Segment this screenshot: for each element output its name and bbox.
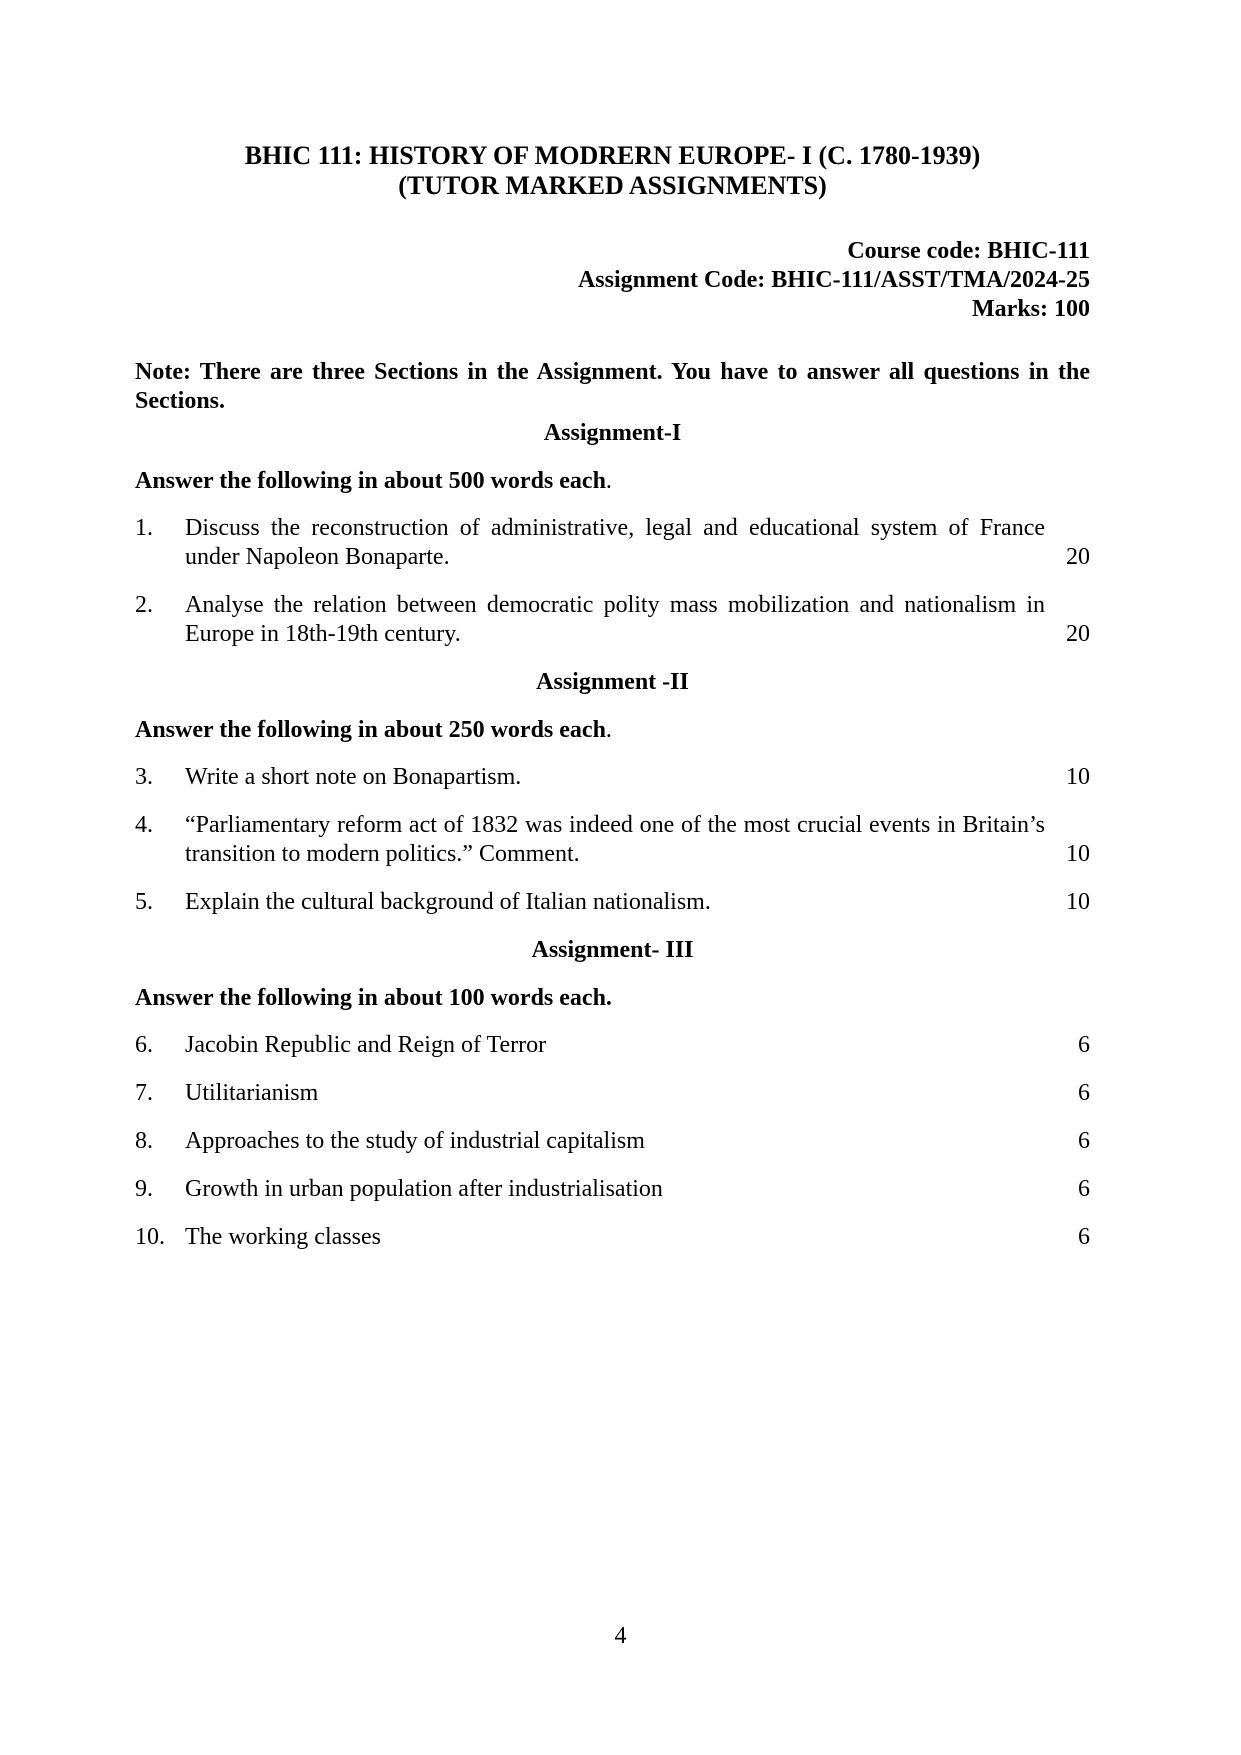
section-heading-3: Assignment- III (531, 937, 694, 963)
question-marks: 10 (1066, 841, 1090, 867)
question-text: Utilitarianism (185, 1080, 319, 1106)
question-number: 1. (135, 515, 153, 541)
question-marks: 6 (1078, 1224, 1090, 1250)
question-row-4 (135, 811, 1090, 869)
question-number: 2. (135, 592, 153, 618)
question-text: Explain the cultural background of Italian nationalism. (185, 889, 711, 915)
question-number: 5. (135, 889, 153, 915)
question-number: 4. (135, 812, 153, 838)
assignment-code: Assignment Code: BHIC-111/ASST/TMA/2024-25 (577, 267, 1090, 293)
instruction-suffix-2: . (605, 717, 612, 743)
note-text: Note: There are three Sections in the Assignment. You have to answer all questions in the Sections. (135, 359, 1090, 414)
question-text: Growth in urban population after industrialisation (185, 1176, 663, 1202)
instruction-text-3: Answer the following in about 100 words each. (135, 985, 612, 1011)
question-number: 8. (135, 1128, 153, 1154)
question-number: 6. (135, 1032, 153, 1058)
page-number: 4 (614, 1623, 627, 1649)
course-meta-block (135, 237, 1090, 324)
question-row-10 (135, 1223, 1090, 1252)
question-text: The working classes (185, 1224, 381, 1250)
question-number: 7. (135, 1080, 153, 1106)
question-marks: 6 (1078, 1032, 1090, 1058)
instruction-suffix-1: . (605, 468, 612, 494)
question-row-3 (135, 763, 1090, 792)
section-instruction-1 (135, 467, 1090, 496)
question-number: 9. (135, 1176, 153, 1202)
document-title (135, 141, 1090, 201)
course-code: Course code: BHIC-111 (847, 238, 1090, 264)
question-text: Analyse the relation between democratic polity mass mobilization and nationalism in Europe in 18th-19th century. (185, 592, 1045, 647)
question-row-5 (135, 888, 1090, 917)
question-row-6 (135, 1031, 1090, 1060)
question-row-9 (135, 1175, 1090, 1204)
section-instruction-2 (135, 716, 1090, 745)
instruction-text-1: Answer the following in about 500 words each (135, 468, 606, 494)
question-number: 3. (135, 764, 153, 790)
section-heading-1: Assignment-I (543, 420, 682, 446)
question-marks: 6 (1078, 1080, 1090, 1106)
question-row-8 (135, 1127, 1090, 1156)
question-marks: 10 (1066, 764, 1090, 790)
question-marks: 6 (1078, 1176, 1090, 1202)
question-marks: 20 (1066, 621, 1090, 647)
question-text: Jacobin Republic and Reign of Terror (185, 1032, 547, 1058)
section-heading-2: Assignment -II (536, 669, 689, 695)
question-text: Write a short note on Bonapartism. (185, 764, 522, 790)
question-text: “Parliamentary reform act of 1832 was indeed one of the most crucial events in Britain’s transition to modern politics.” Comment. (185, 812, 1045, 867)
question-marks: 10 (1066, 889, 1090, 915)
document-content (135, 141, 1090, 1271)
question-row-7 (135, 1079, 1090, 1108)
question-marks: 20 (1066, 544, 1090, 570)
course-title-line: BHIC 111: HISTORY OF MODRERN EUROPE- I (C. 1780-1939) (244, 141, 981, 170)
instruction-text-2: Answer the following in about 250 words each (135, 717, 606, 743)
question-marks: 6 (1078, 1128, 1090, 1154)
question-text: Discuss the reconstruction of administrative, legal and educational system of France under Napoleon Bonaparte. (185, 515, 1045, 570)
assignment-type-line: (TUTOR MARKED ASSIGNMENTS) (398, 171, 827, 200)
question-number: 10. (135, 1224, 165, 1250)
question-row-1 (135, 514, 1090, 572)
section-instruction-3 (135, 984, 1090, 1013)
total-marks: Marks: 100 (972, 296, 1090, 322)
question-text: Approaches to the study of industrial capitalism (185, 1128, 645, 1154)
question-row-2 (135, 591, 1090, 649)
